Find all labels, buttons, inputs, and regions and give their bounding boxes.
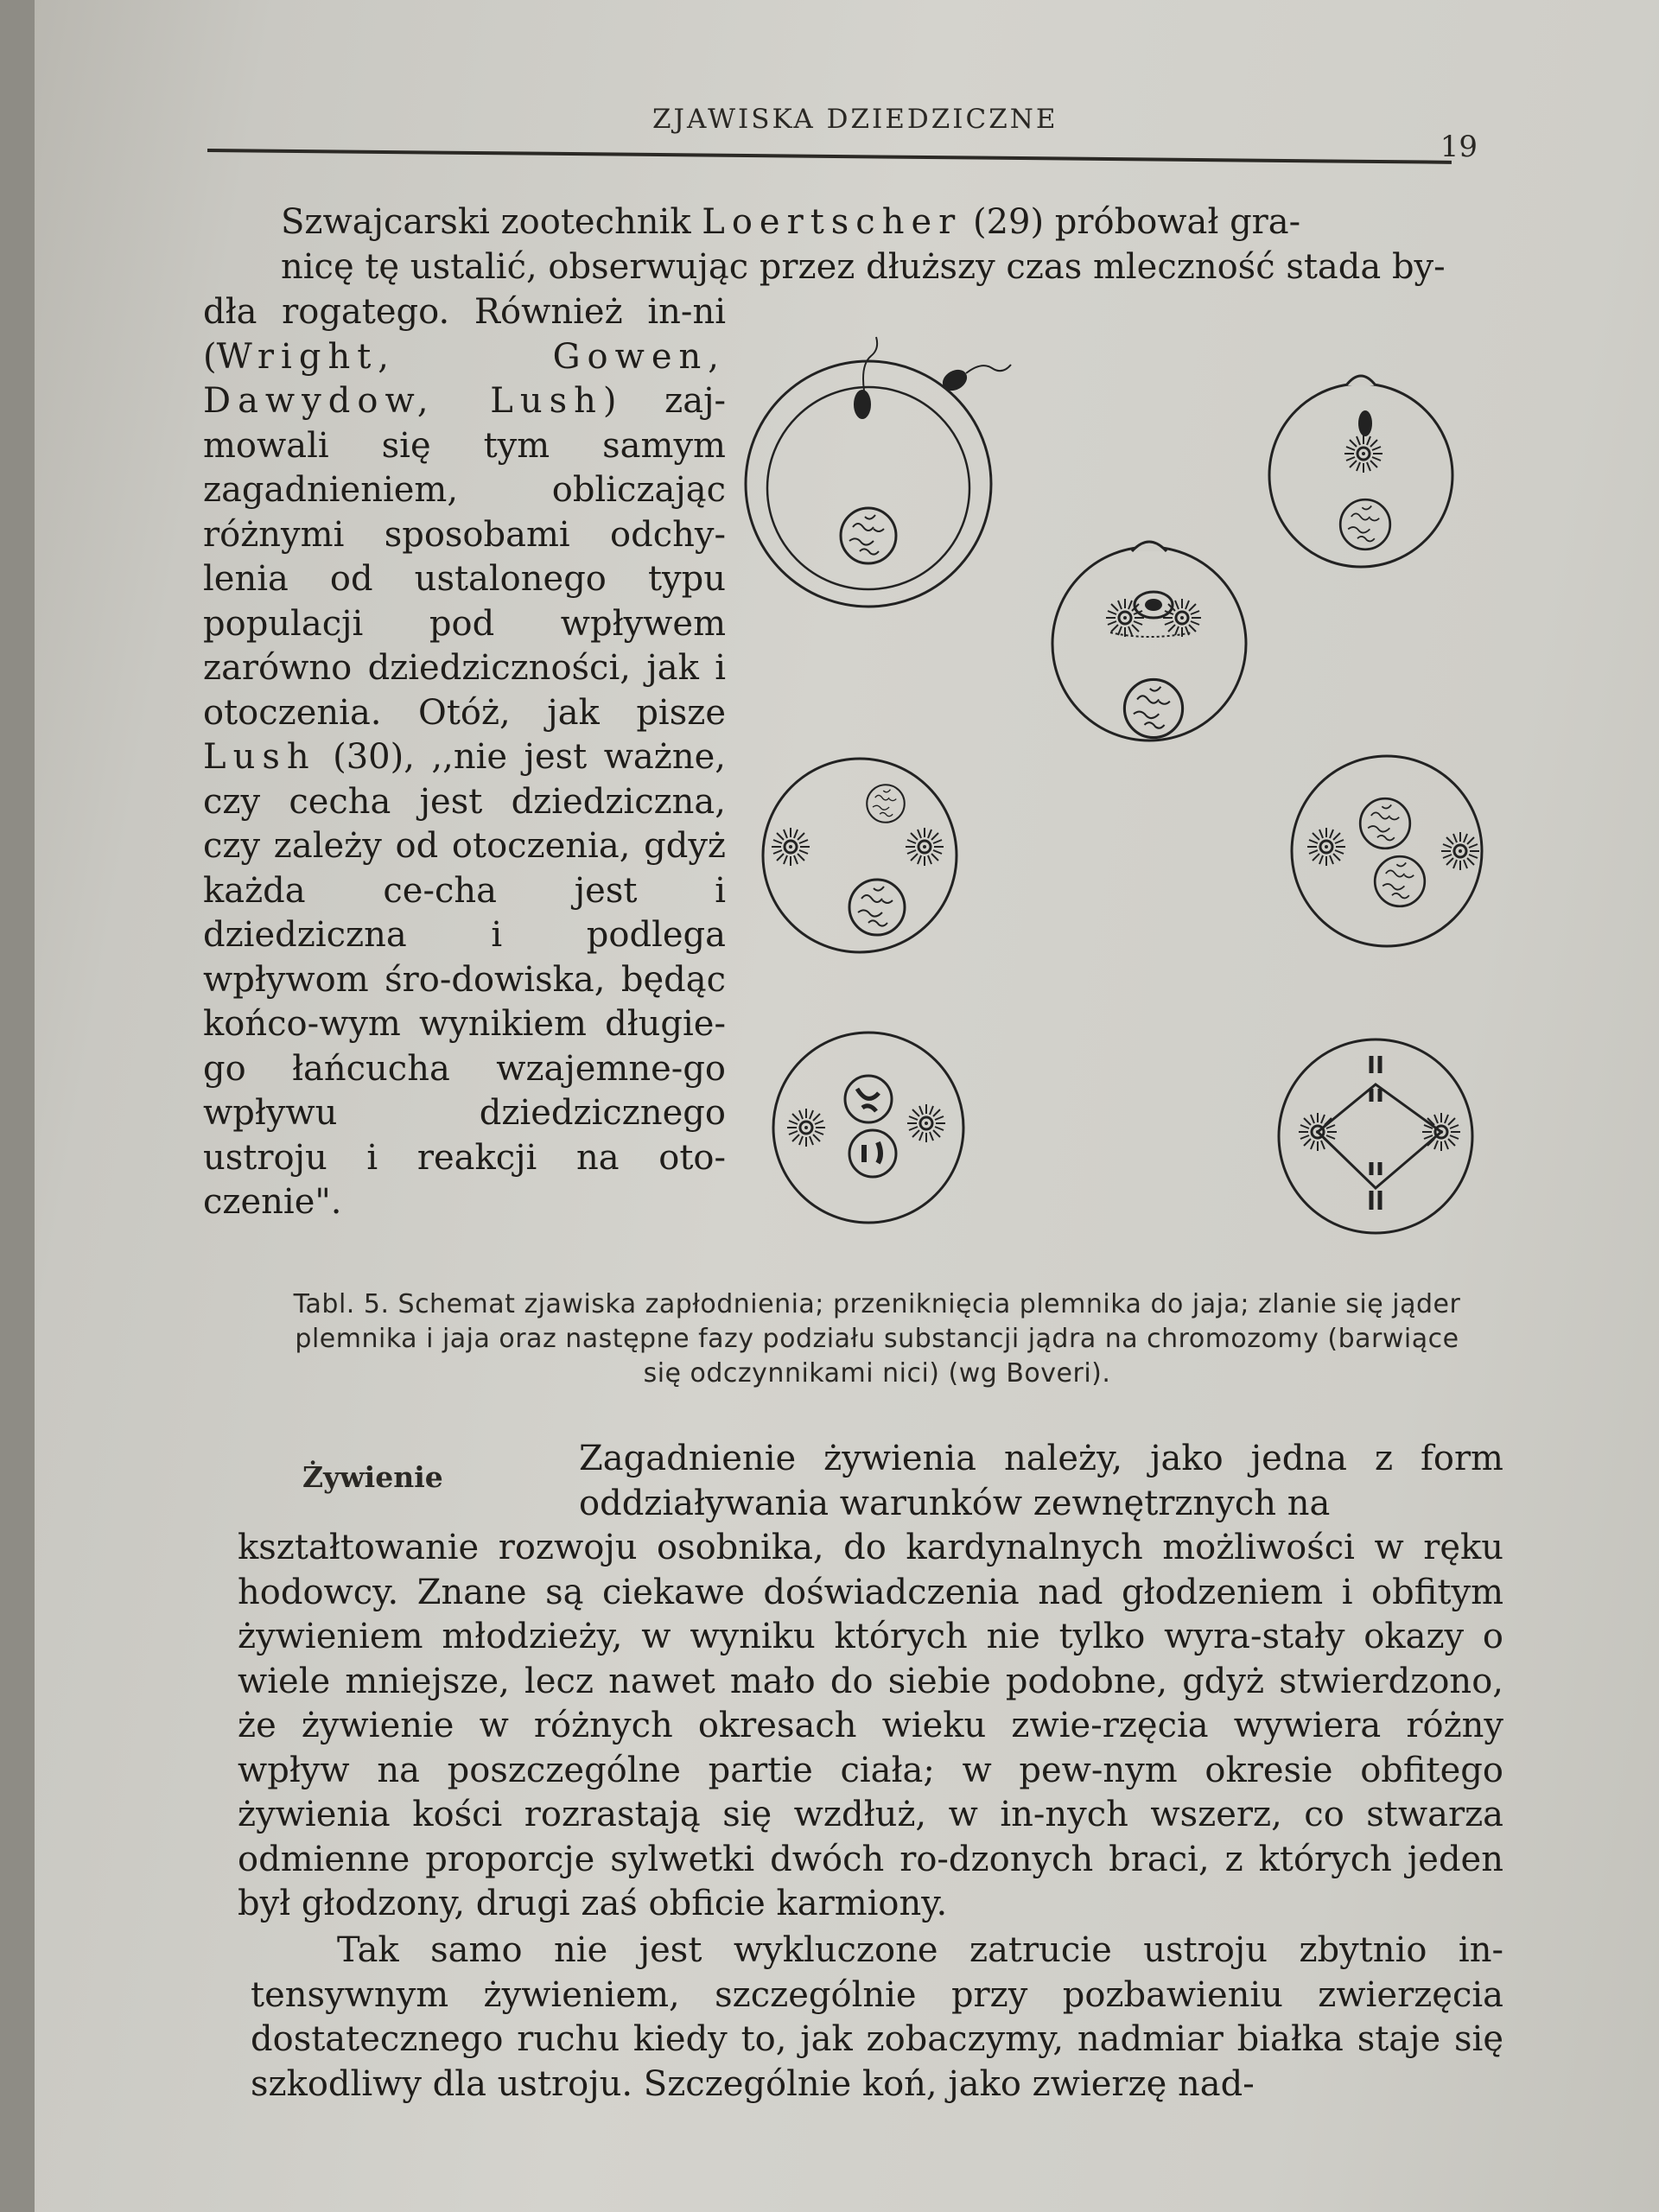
paragraph-zywienie: [238, 1437, 1503, 1927]
author-name-loertscher: Loertscher: [702, 202, 963, 242]
egg-cell-with-sperm: [746, 337, 1011, 607]
header-rule: [207, 149, 1452, 164]
author-name-lush: Lush: [203, 737, 316, 777]
paragraph-first-lines: Zagadnienie żywienia należy, jako jedna z form oddziaływania warunków zewnętrznych na: [579, 1439, 1503, 1523]
cell-metaphase-spindle: [1279, 1039, 1472, 1233]
running-head-title: ZJAWISKA DZIEDZICZNE: [652, 104, 1058, 135]
paragraph-rest: kształtowanie rozwoju osobnika, do kardynalnych możliwości w ręku hodowcy. Znane są ciekawe doświadczenia nad głodzeniem i obfitym żywieniem młodzieży, w wyniku których nie tylko wyra-stały okazy o wiele mniejsze, lecz nawet mało do siebie podobne, gdyż stwierdzono, że żywienie w różnych okresach wieku zwie-rzęcia wywiera różny wpływ na poszczególne partie ciała; w pew-nym okresie obfitego żywienia kości rozrastają się wzdłuż, w in-nych wszerz, co stwarza odmienne proporcje sylwetki dwóch ro-dzonych braci, z których jeden był głodzony, drugi zaś obficie karmiony.: [238, 1528, 1503, 1923]
quote-text: (30), ,,nie jest ważne, czy cecha jest dziedziczna, czy zależy od otoczenia, gdyż każda ce-cha jest i dziedziczna i podlega wpływom śro-dowiska, będąc końco-wym wynikiem długie-go łańcucha wzajemne-go wpływu dziedzicznego ustroju i reakcji na oto-czenie".: [203, 737, 726, 1222]
egg-cell-sperm-entry: [1269, 376, 1452, 567]
paragraph-zatrucie: Tak samo nie jest wykluczone zatrucie ustroju zbytnio in-tensywnym żywieniem, szczególnie przy pozbawieniu zwierzęcia dostatecznego ruchu kiedy to, jak zobaczymy, nadmiar białka staje się szkodliwy dla ustroju. Szczególnie koń, jako zwierzę nad-: [251, 1930, 1503, 2104]
section-side-heading: Żywienie: [302, 1460, 443, 1494]
cell-division-stage-2: [1292, 756, 1482, 946]
paragraph-loertscher: [203, 200, 1473, 289]
fertilization-diagram: [726, 328, 1503, 1236]
author-names: Wright, Gowen, Dawydow, Lush: [203, 336, 726, 421]
text-run: dła rogatego. Również in-ni (: [203, 292, 726, 377]
text-run: (29) próbował gra-: [962, 202, 1301, 242]
figure-caption: Tabl. 5. Schemat zjawiska zapłodnienia; przeniknięcia plemnika do jaja; zlanie się jąder plemnika i jaja oraz następne fazy podziału substancji jądra na chromozomy (barwiące się odczynnikami nici) (wg Boveri).: [293, 1289, 1461, 1389]
cell-division-stage-3: [773, 1033, 963, 1223]
text-run: Szwajcarski zootechnik: [281, 202, 702, 242]
paragraph-line: nicę tę ustalić, obserwując przez dłuższy czas mleczność stada by-: [281, 246, 1446, 287]
cell-division-stage-1: [763, 759, 957, 952]
left-column-text: [203, 290, 726, 1225]
text-run: ) zaj-mowali się tym samym zagadnieniem, obliczając różnymi sposobami odchy-lenia od ustalonego typu populacji pod wpływem zarówno dziedziczności, jak i otoczenia. Otóż, jak pisze: [203, 381, 726, 733]
page-number: 19: [1440, 130, 1478, 164]
paragraph-line: [203, 200, 1473, 245]
book-page: [35, 0, 1659, 2212]
egg-cell-pronuclei: [1052, 542, 1246, 741]
